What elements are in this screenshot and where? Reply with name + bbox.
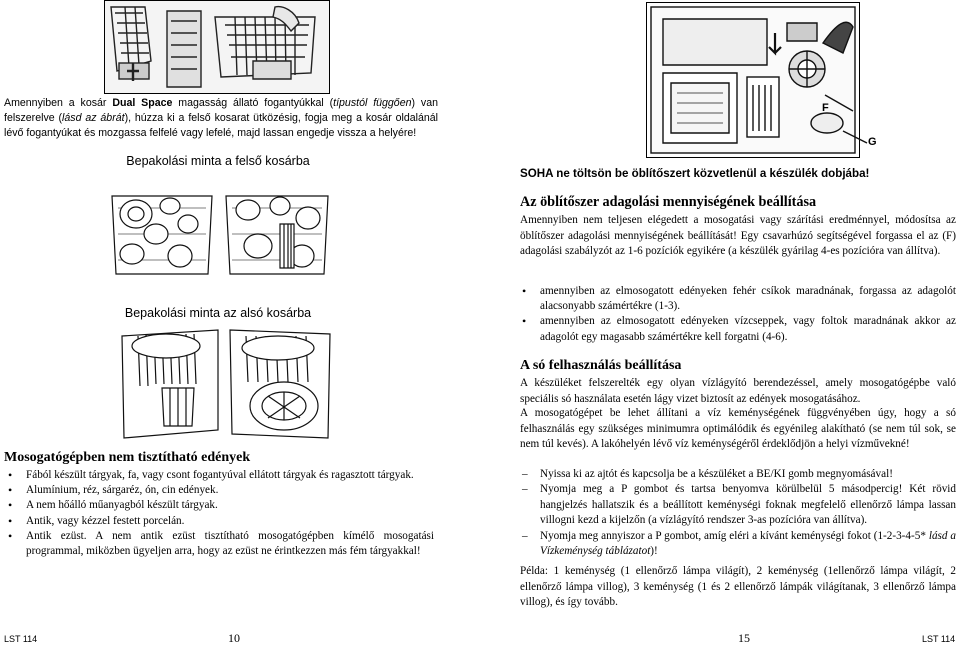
lower-basket-caption: Bepakolási minta az alsó kosárba xyxy=(124,306,312,320)
salt-step-text: Nyomja meg annyiszor a P gombot, amíg eléri a kívánt keménységi fokot (1-2-3-4-5* xyxy=(540,529,929,542)
lower-basket-figure xyxy=(118,326,336,442)
right-footer-model: LST 114 xyxy=(922,634,956,644)
not-washable-item: • A nem hőálló műanyagból készült tárgyak. xyxy=(4,498,434,513)
rinse-item: • amennyiben az elmosogatott edényeken fehér csíkok maradnának, forgassa az adagolót alacsonyabb számértékre (1-3). xyxy=(518,284,956,314)
salt-steps-list xyxy=(518,467,956,559)
dispenser-figure xyxy=(646,2,860,158)
intro-run: lásd az ábrát xyxy=(62,112,125,125)
not-washable-list xyxy=(4,468,434,559)
intro-run: Amennyiben a kosár xyxy=(4,97,113,109)
salt-paragraph-2: A mosogatógépet be lehet állítani a víz keménységének függvényében úgy, hogy a só felhasználás egy szükséges minimumra optimálódik és egyénileg alakítható (se nem túl sok, se nem túl kevés). A lakóhelyén lévő víz keménységéről érdeklődjön a helyi vízművekné! xyxy=(520,407,956,451)
upper-basket-figure xyxy=(108,184,332,280)
salt-step xyxy=(518,482,956,528)
intro-run: ) van felszerelve ( xyxy=(4,97,438,125)
not-washable-item: • Antik, vagy kézzel festett porcelán. xyxy=(4,514,434,529)
salt-title: A só felhasználás beállítása xyxy=(520,358,682,373)
hardness-example: Példa: 1 keménység (1 ellenőrző lámpa világít), 2 keménység (1ellenőrző lámpa világít, 2 ellenőrző lámpa villog), 3 keménység (1 és 2 ellenőrző lámpák világítanak, 3 ellenőrző lámpa villog), és így tovább. xyxy=(520,565,956,609)
rinse-title: Az öblítőszer adagolási mennyiségének beállítása xyxy=(520,194,817,210)
hardness-table-reference: lásd a Vízkeménység táblázatot xyxy=(540,529,957,558)
left-page-number: 10 xyxy=(228,631,240,645)
figure-label-f: F xyxy=(822,102,829,114)
not-washable-item: • Antik ezüst. A nem antik ezüst tisztítható mosogatógépben kímélő mosogatási programmal, miközben ügyeljen arra, hogy az ezüst ne érintkezzen más fém tárgyakkal! xyxy=(4,529,434,559)
rinse-warning: SOHA ne töltsön be öblítőszert közvetlenül a készülék dobjába! xyxy=(520,167,870,180)
salt-step-text: Nyomja meg a P gombot és tartsa benyomva körülbelül 5 másodpercig! Két rövid hangjelzés hallatszik és a beállított keménységi foknak megfelelő ellenőrző lámpa lassan villogni kezd a kijelzőn (a vízlágyító rendszer 3-as pozícióra van állítva). xyxy=(540,483,956,527)
dual-space-intro xyxy=(4,96,438,142)
rinse-text: Amennyiben nem teljesen elégedett a mosogatási vagy szárítási eredménnyel, módosítsa az öblítőszer adagolási mennyiségének beállítását! Egy csavarhúzó segítségével forgassa el az (F) adagolási szabályzót az 1-6 pozíciók egyikére (a készülék gyárilag 4-es pozícióra van állítva). xyxy=(520,214,956,258)
upper-basket-caption: Bepakolási minta a felső kosárba xyxy=(126,154,310,168)
intro-run: Dual Space xyxy=(112,97,173,109)
right-page-number: 15 xyxy=(738,631,750,645)
intro-run: ), húzza ki a felső kosarat ütközésig, fogja meg a kosár oldalánál lévő fogantyúkat és mozgassa felfelé vagy lefelé, majd lassan engedje vissza a helyére! xyxy=(4,112,439,140)
not-washable-item: • Alumínium, réz, sárgaréz, ón, cin edények. xyxy=(4,483,434,498)
salt-step-end: )! xyxy=(650,545,658,558)
figure-label-g: G xyxy=(868,136,877,148)
not-washable-title: Mosogatógépben nem tisztítható edények xyxy=(4,450,251,465)
salt-paragraph-1: A készüléket felszerelték egy olyan vízlágyító berendezéssel, amely mosogatógépbe való speciális só használata esetén lágy vizet biztosít az edények mosogatásához. xyxy=(520,377,956,405)
dual-space-photo xyxy=(104,0,330,94)
salt-step xyxy=(518,467,956,482)
salt-step xyxy=(518,529,956,560)
intro-run: típustól függően xyxy=(333,97,412,109)
rinse-item: • amennyiben az elmosogatott edényeken vízcseppek, vagy foltok maradnának akkor az adagolót egy magasabb számértékre kell forgatni (4-6). xyxy=(518,314,956,344)
left-footer-model: LST 114 xyxy=(4,634,38,644)
salt-step-text: Nyissa ki az ajtót és kapcsolja be a készüléket a BE/KI gomb megnyomásával! xyxy=(540,468,893,480)
intro-run: magasság állató fogantyúkkal ( xyxy=(172,97,334,109)
not-washable-item: • Fából készült tárgyak, fa, vagy csont fogantyúval ellátott tárgyak és ragasztott tárgyak. xyxy=(4,468,434,483)
rinse-list xyxy=(518,284,956,345)
